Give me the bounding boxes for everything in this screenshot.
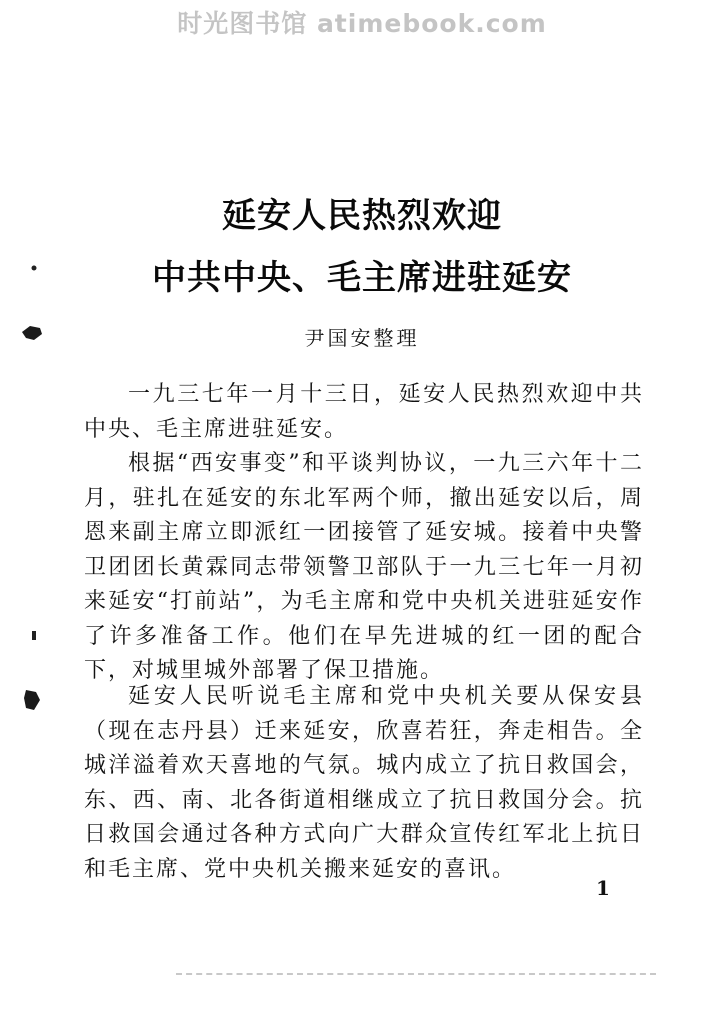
paragraph-2: 根据“西安事变”和平谈判协议，一九三六年十二月，驻扎在延安的东北军两个师，撤出延安以后，周恩来副主席立即派红一团接管了延安城。接着中央警卫团团长黄霖同志带领警卫部队于一九三七年一月初来延安“打前站”，为毛主席和党中央机关进驻延安作了许多准备工作。他们在早先进城的红一团的配合下，对城里城外部署了保卫措施。 — [84, 451, 644, 683]
paragraph-3: 延安人民听说毛主席和党中央机关要从保安县（现在志丹县）迁来延安，欣喜若狂，奔走相告。全城洋溢着欢天喜地的气氛。城内成立了抗日救国会，东、西、南、北各街道相继成立了抗日救国分会。抗日救国会通过各种方式向广大群众宣传红军北上抗日和毛主席、党中央机关搬来延安的喜讯。 — [84, 684, 644, 882]
title-line-1: 延安人民热烈欢迎 — [222, 196, 502, 236]
scan-speck-2 — [20, 322, 44, 342]
page-number: 1 — [596, 876, 610, 900]
paragraph-1: 一九三七年一月十三日，延安人民热烈欢迎中共中央、毛主席进驻延安。 — [84, 382, 644, 442]
scan-footer-noise — [176, 973, 656, 978]
title-line-2: 中共中央、毛主席进驻延安 — [152, 258, 572, 298]
author-byline: 尹国安整理 — [304, 326, 420, 350]
scan-speck-3 — [30, 630, 38, 642]
scan-speck-1 — [30, 264, 38, 272]
scan-speck-4 — [22, 688, 42, 714]
watermark: 时光图书馆 atimebook.com — [177, 9, 547, 38]
